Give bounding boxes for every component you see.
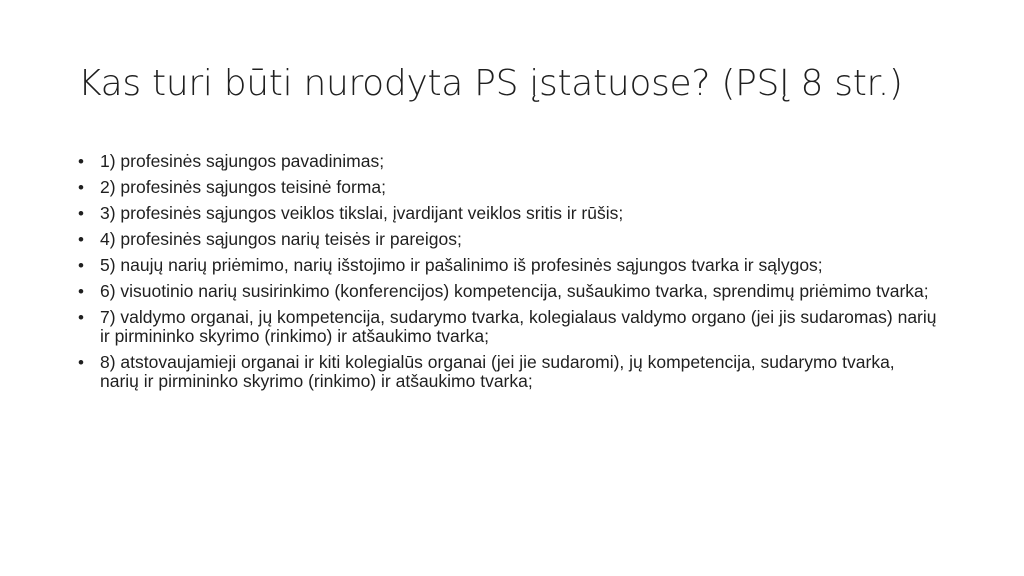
bullet-item-7: • 7) valdymo organai, jų kompetencija, sudarymo tvarka, kolegialaus valdymo organo (jei jis sudaromas) narių ir pirmininko skyrimo (rinkimo) ir atšaukimo tvarka; [78,308,938,346]
bullet-list [78,152,938,398]
bullet-item-1: • 1) profesinės sąjungos pavadinimas; [78,152,938,171]
slide-title: Kas turi būti nurodyta PS įstatuose? (PSĮ 8 str.) [78,63,903,104]
bullet-item-6: • 6) visuotinio narių susirinkimo (konferencijos) kompetencija, sušaukimo tvarka, sprendimų priėmimo tvarka; [78,282,938,301]
bullet-item-5: • 5) naujų narių priėmimo, narių išstojimo ir pašalinimo iš profesinės sąjungos tvarka ir sąlygos; [78,256,938,275]
bullet-item-8: • 8) atstovaujamieji organai ir kiti kolegialūs organai (jei jie sudaromi), jų kompetencija, sudarymo tvarka, narių ir pirmininko skyrimo (rinkimo) ir atšaukimo tvarka; [78,353,938,391]
bullet-item-3: • 3) profesinės sąjungos veiklos tikslai, įvardijant veiklos sritis ir rūšis; [78,204,938,223]
bullet-item-4: • 4) profesinės sąjungos narių teisės ir pareigos; [78,230,938,249]
bullet-item-2: • 2) profesinės sąjungos teisinė forma; [78,178,938,197]
